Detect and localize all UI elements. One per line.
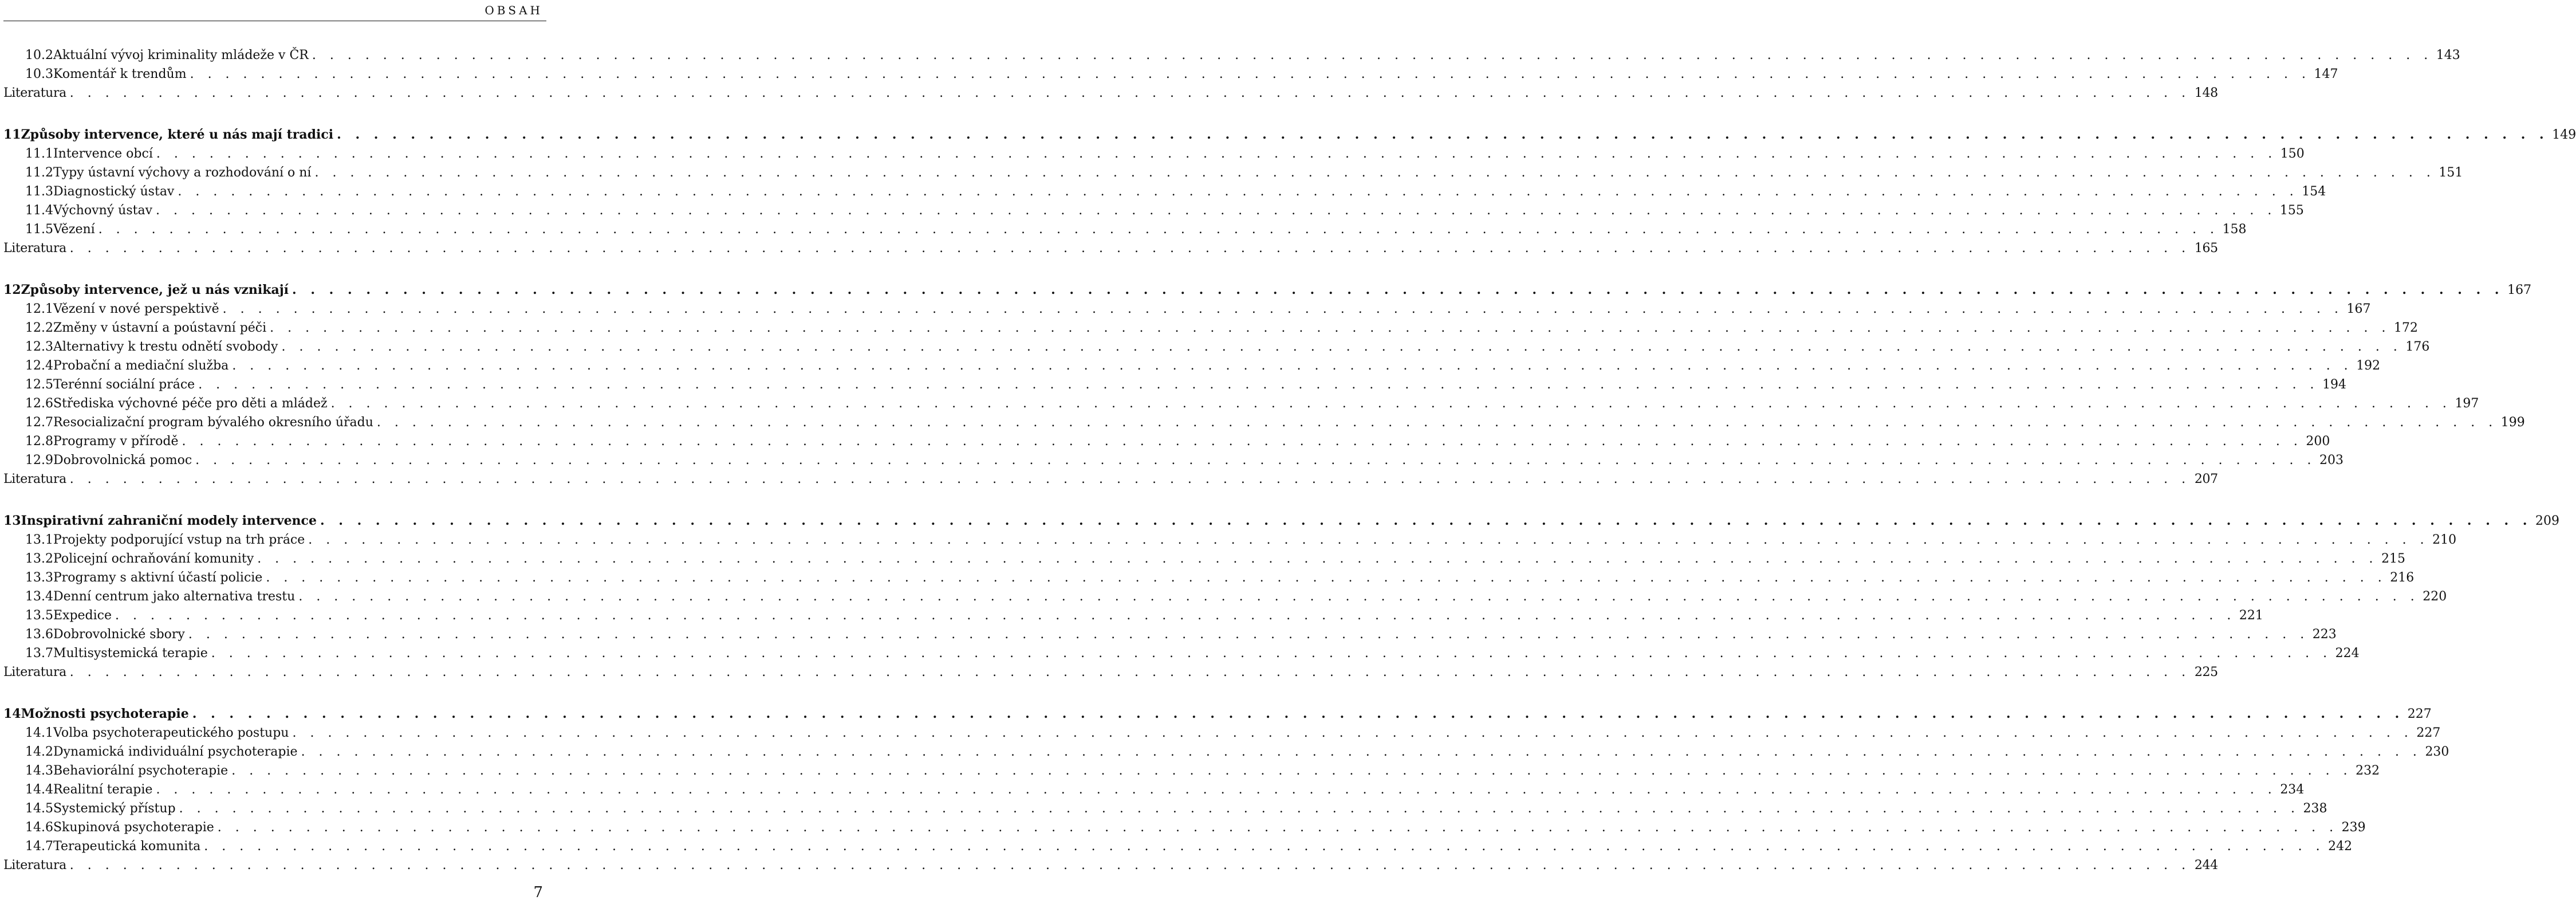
dot-leader: . . . . . . . . . . . . . . . . . . . . . . . . . . . . . . . . . . . . . . . . . . . . . . . . . . . . . . . . . . . . . . . . . . . . . . . . . . . . . . . . . . . . . . . . . . . . . . . . . . . . . . . . . . . . . . . . . . . . . . . . bbox=[231, 764, 2353, 778]
entry-title: Komentář k trendům bbox=[53, 67, 187, 81]
dot-leader: . . . . . . . . . . . . . . . . . . . . . . . . . . . . . . . . . . . . . . . . . . . . . . . . . . . . . . . . . . . . . . . . . . . . . . . . . . . . . . . . . . . . . . . . . . . . . . . . . . . . . . . . . . . . . . . . . . . . . . . . bbox=[115, 608, 2236, 623]
entry-page-number: 147 bbox=[2314, 67, 2338, 81]
entry-title: Literatura bbox=[3, 86, 66, 100]
entry-page-number: 225 bbox=[2194, 665, 2218, 679]
dot-leader: . . . . . . . . . . . . . . . . . . . . . . . . . . . . . . . . . . . . . . . . . . . . . . . . . . . . . . . . . . . . . . . . . . . . . . . . . . . . . . . . . . . . . . . . . . . . . . . . . . . . . . . . . . . . . . . . . . . . . . . . bbox=[337, 127, 2549, 142]
entry-page-number: 194 bbox=[2322, 378, 2347, 392]
entry-number: 13.1 bbox=[25, 533, 53, 547]
toc-literatura-entry[interactable] bbox=[3, 84, 2218, 103]
entry-number: 14.2 bbox=[25, 745, 53, 759]
toc-section-entry[interactable] bbox=[3, 780, 2305, 799]
entry-page-number: 165 bbox=[2194, 241, 2218, 256]
dot-leader: . . . . . . . . . . . . . . . . . . . . . . . . . . . . . . . . . . . . . . . . . . . . . . . . . . . . . . . . . . . . . . . . . . . . . . . . . . . . . . . . . . . . . . . . . . . . . . . . . . . . . . . . . . . . . . . . . . . . . . . . bbox=[330, 396, 2452, 411]
entry-title: Programy v přírodě bbox=[53, 434, 179, 449]
entry-title: Výchovný ústav bbox=[53, 203, 153, 218]
entry-number: 13.6 bbox=[25, 627, 53, 642]
entry-title: Diagnostický ústav bbox=[53, 184, 175, 199]
entry-title: Terapeutická komunita bbox=[53, 839, 201, 854]
dot-leader: . . . . . . . . . . . . . . . . . . . . . . . . . . . . . . . . . . . . . . . . . . . . . . . . . . . . . . . . . . . . . . . . . . . . . . . . . . . . . . . . . . . . . . . . . . . . . . . . . . . . . . . . . . . . . . . . . . . . . . . . bbox=[188, 627, 2309, 642]
toc-literatura-entry[interactable] bbox=[3, 663, 2218, 682]
dot-leader: . . . . . . . . . . . . . . . . . . . . . . . . . . . . . . . . . . . . . . . . . . . . . . . . . . . . . . . . . . . . . . . . . . . . . . . . . . . . . . . . . . . . . . . . . . . . . . . . . . . . . . . . . . . . . . . . . . . . . . . . bbox=[232, 359, 2353, 373]
dot-leader: . . . . . . . . . . . . . . . . . . . . . . . . . . . . . . . . . . . . . . . . . . . . . . . . . . . . . . . . . . . . . . . . . . . . . . . . . . . . . . . . . . . . . . . . . . . . . . . . . . . . . . . . . . . . . . . . . . . . . . . . bbox=[69, 858, 2191, 872]
entry-number: 12.2 bbox=[25, 321, 53, 335]
section-spacer bbox=[3, 682, 542, 705]
entry-page-number: 199 bbox=[2500, 415, 2525, 430]
entry-page-number: 158 bbox=[2222, 222, 2247, 237]
entry-page-number: 234 bbox=[2280, 783, 2305, 797]
entry-number: 12.4 bbox=[25, 359, 53, 373]
dot-leader: . . . . . . . . . . . . . . . . . . . . . . . . . . . . . . . . . . . . . . . . . . . . . . . . . . . . . . . . . . . . . . . . . . . . . . . . . . . . . . . . . . . . . . . . . . . . . . . . . . . . . . . . . . . . . . . . . . . . . . . . bbox=[69, 241, 2191, 256]
entry-page-number: 210 bbox=[2432, 533, 2457, 547]
entry-number: 12.3 bbox=[25, 340, 53, 354]
entry-page-number: 197 bbox=[2455, 396, 2479, 411]
dot-leader: . . . . . . . . . . . . . . . . . . . . . . . . . . . . . . . . . . . . . . . . . . . . . . . . . . . . . . . . . . . . . . . . . . . . . . . . . . . . . . . . . . . . . . . . . . . . . . . . . . . . . . . . . . . . . . . . . . . . . . . . bbox=[281, 340, 2402, 354]
table-of-contents bbox=[3, 46, 2576, 875]
entry-page-number: 238 bbox=[2303, 801, 2327, 816]
dot-leader: . . . . . . . . . . . . . . . . . . . . . . . . . . . . . . . . . . . . . . . . . . . . . . . . . . . . . . . . . . . . . . . . . . . . . . . . . . . . . . . . . . . . . . . . . . . . . . . . . . . . . . . . . . . . . . . . . . . . . . . . bbox=[156, 203, 2276, 218]
entry-page-number: 143 bbox=[2436, 48, 2460, 62]
dot-leader: . . . . . . . . . . . . . . . . . . . . . . . . . . . . . . . . . . . . . . . . . . . . . . . . . . . . . . . . . . . . . . . . . . . . . . . . . . . . . . . . . . . . . . . . . . . . . . . . . . . . . . . . . . . . . . . . . . . . . . . . bbox=[156, 783, 2277, 797]
entry-number: 11.5 bbox=[25, 222, 53, 237]
toc-literatura-entry[interactable] bbox=[3, 470, 2218, 489]
dot-leader: . . . . . . . . . . . . . . . . . . . . . . . . . . . . . . . . . . . . . . . . . . . . . . . . . . . . . . . . . . . . . . . . . . . . . . . . . . . . . . . . . . . . . . . . . . . . . . . . . . . . . . . . . . . . . . . . . . . . . . . . bbox=[314, 166, 2436, 180]
entry-page-number: 203 bbox=[2319, 453, 2344, 467]
entry-title: Volba psychoterapeutického postupu bbox=[53, 726, 289, 740]
toc-section-entry[interactable] bbox=[3, 220, 2247, 239]
toc-section-entry[interactable] bbox=[3, 46, 2460, 65]
entry-number: 12.1 bbox=[25, 302, 53, 316]
toc-section-entry[interactable] bbox=[3, 818, 2366, 837]
toc-section-entry[interactable] bbox=[3, 300, 2371, 319]
toc-section-entry[interactable] bbox=[3, 742, 2449, 761]
entry-title: Literatura bbox=[3, 858, 66, 872]
dot-leader: . . . . . . . . . . . . . . . . . . . . . . . . . . . . . . . . . . . . . . . . . . . . . . . . . . . . . . . . . . . . . . . . . . . . . . . . . . . . . . . . . . . . . . . . . . . . . . . . . . . . . . . . . . . . . . . . . . . . . . . . bbox=[301, 745, 2422, 759]
entry-page-number: 149 bbox=[2552, 128, 2576, 142]
entry-title: Typy ústavní výchovy a rozhodování o ní bbox=[53, 166, 312, 180]
entry-number: 14.6 bbox=[25, 820, 53, 835]
entry-page-number: 242 bbox=[2328, 839, 2353, 854]
toc-section-entry[interactable] bbox=[3, 644, 2360, 663]
toc-chapter-entry[interactable] bbox=[3, 705, 2432, 724]
dot-leader: . . . . . . . . . . . . . . . . . . . . . . . . . . . . . . . . . . . . . . . . . . . . . . . . . . . . . . . . . . . . . . . . . . . . . . . . . . . . . . . . . . . . . . . . . . . . . . . . . . . . . . . . . . . . . . . . . . . . . . . . bbox=[156, 147, 2277, 161]
dot-leader: . . . . . . . . . . . . . . . . . . . . . . . . . . . . . . . . . . . . . . . . . . . . . . . . . . . . . . . . . . . . . . . . . . . . . . . . . . . . . . . . . . . . . . . . . . . . . . . . . . . . . . . . . . . . . . . . . . . . . . . . bbox=[292, 726, 2413, 740]
toc-section-entry[interactable] bbox=[3, 394, 2479, 413]
entry-title: Behaviorální psychoterapie bbox=[53, 764, 229, 778]
entry-number: 12.8 bbox=[25, 434, 53, 449]
entry-title: Vězení v nové perspektivě bbox=[53, 302, 219, 316]
entry-page-number: 148 bbox=[2194, 86, 2218, 100]
entry-page-number: 244 bbox=[2194, 858, 2218, 872]
entry-page-number: 167 bbox=[2507, 283, 2532, 297]
entry-page-number: 221 bbox=[2239, 608, 2263, 623]
dot-leader: . . . . . . . . . . . . . . . . . . . . . . . . . . . . . . . . . . . . . . . . . . . . . . . . . . . . . . . . . . . . . . . . . . . . . . . . . . . . . . . . . . . . . . . . . . . . . . . . . . . . . . . . . . . . . . . . . . . . . . . . bbox=[320, 513, 2532, 528]
toc-section-entry[interactable] bbox=[3, 432, 2330, 451]
entry-page-number: 239 bbox=[2341, 820, 2366, 835]
entry-page-number: 150 bbox=[2280, 147, 2305, 161]
toc-section-entry[interactable] bbox=[3, 163, 2463, 182]
entry-page-number: 223 bbox=[2312, 627, 2337, 642]
entry-number: 11.4 bbox=[25, 203, 53, 218]
entry-page-number: 167 bbox=[2346, 302, 2371, 316]
entry-title: Realitní terapie bbox=[53, 783, 153, 797]
entry-number: 10.3 bbox=[25, 67, 53, 81]
entry-title: Projekty podporující vstup na trh práce bbox=[53, 533, 305, 547]
toc-section-entry[interactable] bbox=[3, 451, 2344, 470]
dot-leader: . . . . . . . . . . . . . . . . . . . . . . . . . . . . . . . . . . . . . . . . . . . . . . . . . . . . . . . . . . . . . . . . . . . . . . . . . . . . . . . . . . . . . . . . . . . . . . . . . . . . . . . . . . . . . . . . . . . . . . . . bbox=[198, 378, 2319, 392]
entry-title: Policejní ochraňování komunity bbox=[53, 552, 254, 566]
entry-page-number: 215 bbox=[2381, 552, 2406, 566]
toc-section-entry[interactable] bbox=[3, 201, 2304, 220]
entry-title: Skupinová psychoterapie bbox=[53, 820, 214, 835]
entry-number: 14 bbox=[3, 706, 21, 721]
entry-page-number: 230 bbox=[2425, 745, 2449, 759]
dot-leader: . . . . . . . . . . . . . . . . . . . . . . . . . . . . . . . . . . . . . . . . . . . . . . . . . . . . . . . . . . . . . . . . . . . . . . . . . . . . . . . . . . . . . . . . . . . . . . . . . . . . . . . . . . . . . . . . . . . . . . . . bbox=[211, 646, 2332, 661]
entry-title: Způsoby intervence, které u nás mají tradici bbox=[21, 127, 334, 142]
entry-page-number: 224 bbox=[2335, 646, 2360, 661]
entry-number: 12.5 bbox=[25, 378, 53, 392]
entry-title: Resocializační program bývalého okresního úřadu bbox=[53, 415, 373, 430]
dot-leader: . . . . . . . . . . . . . . . . . . . . . . . . . . . . . . . . . . . . . . . . . . . . . . . . . . . . . . . . . . . . . . . . . . . . . . . . . . . . . . . . . . . . . . . . . . . . . . . . . . . . . . . . . . . . . . . . . . . . . . . . bbox=[69, 86, 2191, 100]
entry-number: 14.5 bbox=[25, 801, 53, 816]
entry-number: 14.7 bbox=[25, 839, 53, 854]
section-spacer bbox=[3, 103, 542, 125]
entry-number: 12.9 bbox=[25, 453, 53, 467]
entry-number: 13.3 bbox=[25, 571, 53, 585]
entry-page-number: 207 bbox=[2194, 472, 2218, 486]
entry-number: 13.4 bbox=[25, 589, 53, 604]
entry-number: 14.4 bbox=[25, 783, 53, 797]
entry-title: Způsoby intervence, jež u nás vznikají bbox=[21, 282, 289, 297]
entry-page-number: 151 bbox=[2439, 166, 2463, 180]
toc-chapter-entry[interactable] bbox=[3, 125, 2576, 144]
entry-page-number: 232 bbox=[2356, 764, 2380, 778]
toc-section-entry[interactable] bbox=[3, 375, 2347, 394]
entry-page-number: 227 bbox=[2416, 726, 2441, 740]
entry-title: Literatura bbox=[3, 665, 66, 679]
dot-leader: . . . . . . . . . . . . . . . . . . . . . . . . . . . . . . . . . . . . . . . . . . . . . . . . . . . . . . . . . . . . . . . . . . . . . . . . . . . . . . . . . . . . . . . . . . . . . . . . . . . . . . . . . . . . . . . . . . . . . . . . bbox=[222, 302, 2343, 316]
entry-title: Alternativy k trestu odnětí svobody bbox=[53, 340, 278, 354]
toc-chapter-entry[interactable] bbox=[3, 281, 2532, 300]
entry-title: Možnosti psychoterapie bbox=[21, 706, 189, 721]
entry-number: 12 bbox=[3, 282, 21, 297]
toc-section-entry[interactable] bbox=[3, 799, 2327, 818]
entry-number: 13.7 bbox=[25, 646, 53, 661]
toc-section-entry[interactable] bbox=[3, 144, 2305, 163]
entry-title: Dynamická individuální psychoterapie bbox=[53, 745, 298, 759]
dot-leader: . . . . . . . . . . . . . . . . . . . . . . . . . . . . . . . . . . . . . . . . . . . . . . . . . . . . . . . . . . . . . . . . . . . . . . . . . . . . . . . . . . . . . . . . . . . . . . . . . . . . . . . . . . . . . . . . . . . . . . . . bbox=[217, 820, 2338, 835]
entry-title: Literatura bbox=[3, 472, 66, 486]
entry-title: Střediska výchovné péče pro děti a mládež bbox=[53, 396, 328, 411]
toc-section-entry[interactable] bbox=[3, 413, 2525, 432]
entry-page-number: 200 bbox=[2306, 434, 2330, 449]
dot-leader: . . . . . . . . . . . . . . . . . . . . . . . . . . . . . . . . . . . . . . . . . . . . . . . . . . . . . . . . . . . . . . . . . . . . . . . . . . . . . . . . . . . . . . . . . . . . . . . . . . . . . . . . . . . . . . . . . . . . . . . . bbox=[270, 321, 2391, 335]
dot-leader: . . . . . . . . . . . . . . . . . . . . . . . . . . . . . . . . . . . . . . . . . . . . . . . . . . . . . . . . . . . . . . . . . . . . . . . . . . . . . . . . . . . . . . . . . . . . . . . . . . . . . . . . . . . . . . . . . . . . . . . . bbox=[69, 472, 2191, 486]
toc-section-entry[interactable] bbox=[3, 182, 2326, 201]
entry-number: 13 bbox=[3, 513, 21, 528]
toc-section-entry[interactable] bbox=[3, 587, 2447, 606]
dot-leader: . . . . . . . . . . . . . . . . . . . . . . . . . . . . . . . . . . . . . . . . . . . . . . . . . . . . . . . . . . . . . . . . . . . . . . . . . . . . . . . . . . . . . . . . . . . . . . . . . . . . . . . . . . . . . . . . . . . . . . . . bbox=[204, 839, 2325, 854]
entry-number: 14.3 bbox=[25, 764, 53, 778]
dot-leader: . . . . . . . . . . . . . . . . . . . . . . . . . . . . . . . . . . . . . . . . . . . . . . . . . . . . . . . . . . . . . . . . . . . . . . . . . . . . . . . . . . . . . . . . . . . . . . . . . . . . . . . . . . . . . . . . . . . . . . . . bbox=[376, 415, 2498, 430]
entry-title: Programy s aktivní účastí policie bbox=[53, 571, 263, 585]
entry-title: Dobrovolnická pomoc bbox=[53, 453, 192, 467]
section-spacer bbox=[3, 489, 542, 512]
entry-page-number: 155 bbox=[2279, 203, 2304, 218]
toc-section-entry[interactable] bbox=[3, 319, 2419, 337]
dot-leader: . . . . . . . . . . . . . . . . . . . . . . . . . . . . . . . . . . . . . . . . . . . . . . . . . . . . . . . . . . . . . . . . . . . . . . . . . . . . . . . . . . . . . . . . . . . . . . . . . . . . . . . . . . . . . . . . . . . . . . . . bbox=[257, 552, 2378, 566]
dot-leader: . . . . . . . . . . . . . . . . . . . . . . . . . . . . . . . . . . . . . . . . . . . . . . . . . . . . . . . . . . . . . . . . . . . . . . . . . . . . . . . . . . . . . . . . . . . . . . . . . . . . . . . . . . . . . . . . . . . . . . . . bbox=[195, 453, 2317, 467]
entry-title: Aktuální vývoj kriminality mládeže v ČR bbox=[53, 48, 309, 62]
toc-chapter-entry[interactable] bbox=[3, 512, 2559, 530]
toc-section-entry[interactable] bbox=[3, 625, 2337, 644]
toc-section-entry[interactable] bbox=[3, 530, 2457, 549]
toc-section-entry[interactable] bbox=[3, 837, 2353, 856]
entry-page-number: 220 bbox=[2423, 589, 2447, 604]
entry-title: Dobrovolnické sbory bbox=[53, 627, 185, 642]
dot-leader: . . . . . . . . . . . . . . . . . . . . . . . . . . . . . . . . . . . . . . . . . . . . . . . . . . . . . . . . . . . . . . . . . . . . . . . . . . . . . . . . . . . . . . . . . . . . . . . . . . . . . . . . . . . . . . . . . . . . . . . . bbox=[69, 665, 2191, 679]
entry-page-number: 216 bbox=[2390, 571, 2414, 585]
entry-number: 11.2 bbox=[25, 166, 53, 180]
entry-title: Intervence obcí bbox=[53, 147, 153, 161]
entry-title: Probační a mediační služba bbox=[53, 359, 229, 373]
toc-section-entry[interactable] bbox=[3, 356, 2381, 375]
entry-number: 11.1 bbox=[25, 147, 53, 161]
entry-title: Inspirativní zahraniční modely intervence bbox=[21, 513, 317, 528]
entry-page-number: 209 bbox=[2535, 514, 2559, 528]
entry-number: 13.5 bbox=[25, 608, 53, 623]
dot-leader: . . . . . . . . . . . . . . . . . . . . . . . . . . . . . . . . . . . . . . . . . . . . . . . . . . . . . . . . . . . . . . . . . . . . . . . . . . . . . . . . . . . . . . . . . . . . . . . . . . . . . . . . . . . . . . . . . . . . . . . . bbox=[182, 434, 2303, 449]
toc-literatura-entry[interactable] bbox=[3, 856, 2218, 875]
entry-number: 12.6 bbox=[25, 396, 53, 411]
entry-title: Literatura bbox=[3, 241, 66, 256]
entry-number: 13.2 bbox=[25, 552, 53, 566]
entry-title: Systemický přístup bbox=[53, 801, 176, 816]
entry-page-number: 176 bbox=[2405, 340, 2430, 354]
toc-section-entry[interactable] bbox=[3, 761, 2380, 780]
entry-title: Denní centrum jako alternativa trestu bbox=[53, 589, 296, 604]
entry-number: 11.3 bbox=[25, 184, 53, 199]
dot-leader: . . . . . . . . . . . . . . . . . . . . . . . . . . . . . . . . . . . . . . . . . . . . . . . . . . . . . . . . . . . . . . . . . . . . . . . . . . . . . . . . . . . . . . . . . . . . . . . . . . . . . . . . . . . . . . . . . . . . . . . . bbox=[266, 571, 2387, 585]
entry-page-number: 192 bbox=[2356, 359, 2381, 373]
dot-leader: . . . . . . . . . . . . . . . . . . . . . . . . . . . . . . . . . . . . . . . . . . . . . . . . . . . . . . . . . . . . . . . . . . . . . . . . . . . . . . . . . . . . . . . . . . . . . . . . . . . . . . . . . . . . . . . . . . . . . . . . bbox=[298, 589, 2420, 604]
toc-section-entry[interactable] bbox=[3, 549, 2406, 568]
entry-title: Multisystemická terapie bbox=[53, 646, 208, 661]
entry-number: 11 bbox=[3, 127, 21, 142]
toc-section-entry[interactable] bbox=[3, 65, 2338, 84]
toc-section-entry[interactable] bbox=[3, 606, 2263, 625]
toc-literatura-entry[interactable] bbox=[3, 239, 2218, 258]
dot-leader: . . . . . . . . . . . . . . . . . . . . . . . . . . . . . . . . . . . . . . . . . . . . . . . . . . . . . . . . . . . . . . . . . . . . . . . . . . . . . . . . . . . . . . . . . . . . . . . . . . . . . . . . . . . . . . . . . . . . . . . . bbox=[292, 282, 2504, 297]
dot-leader: . . . . . . . . . . . . . . . . . . . . . . . . . . . . . . . . . . . . . . . . . . . . . . . . . . . . . . . . . . . . . . . . . . . . . . . . . . . . . . . . . . . . . . . . . . . . . . . . . . . . . . . . . . . . . . . . . . . . . . . . bbox=[192, 706, 2404, 721]
toc-section-entry[interactable] bbox=[3, 568, 2414, 587]
dot-leader: . . . . . . . . . . . . . . . . . . . . . . . . . . . . . . . . . . . . . . . . . . . . . . . . . . . . . . . . . . . . . . . . . . . . . . . . . . . . . . . . . . . . . . . . . . . . . . . . . . . . . . . . . . . . . . . . . . . . . . . . bbox=[98, 222, 2219, 237]
entry-title: Expedice bbox=[53, 608, 112, 623]
toc-section-entry[interactable] bbox=[3, 337, 2430, 356]
entry-page-number: 227 bbox=[2407, 707, 2432, 721]
dot-leader: . . . . . . . . . . . . . . . . . . . . . . . . . . . . . . . . . . . . . . . . . . . . . . . . . . . . . . . . . . . . . . . . . . . . . . . . . . . . . . . . . . . . . . . . . . . . . . . . . . . . . . . . . . . . . . . . . . . . . . . . bbox=[190, 67, 2311, 81]
running-head: OBSAH bbox=[485, 3, 543, 17]
entry-number: 10.2 bbox=[25, 48, 53, 62]
dot-leader: . . . . . . . . . . . . . . . . . . . . . . . . . . . . . . . . . . . . . . . . . . . . . . . . . . . . . . . . . . . . . . . . . . . . . . . . . . . . . . . . . . . . . . . . . . . . . . . . . . . . . . . . . . . . . . . . . . . . . . . . bbox=[312, 48, 2433, 62]
dot-leader: . . . . . . . . . . . . . . . . . . . . . . . . . . . . . . . . . . . . . . . . . . . . . . . . . . . . . . . . . . . . . . . . . . . . . . . . . . . . . . . . . . . . . . . . . . . . . . . . . . . . . . . . . . . . . . . . . . . . . . . . bbox=[308, 533, 2429, 547]
dot-leader: . . . . . . . . . . . . . . . . . . . . . . . . . . . . . . . . . . . . . . . . . . . . . . . . . . . . . . . . . . . . . . . . . . . . . . . . . . . . . . . . . . . . . . . . . . . . . . . . . . . . . . . . . . . . . . . . . . . . . . . . bbox=[178, 184, 2299, 199]
dot-leader: . . . . . . . . . . . . . . . . . . . . . . . . . . . . . . . . . . . . . . . . . . . . . . . . . . . . . . . . . . . . . . . . . . . . . . . . . . . . . . . . . . . . . . . . . . . . . . . . . . . . . . . . . . . . . . . . . . . . . . . . bbox=[179, 801, 2300, 816]
entry-title: Vězení bbox=[53, 222, 95, 237]
entry-number: 14.1 bbox=[25, 726, 53, 740]
entry-title: Změny v ústavní a poústavní péči bbox=[53, 321, 267, 335]
entry-title: Terénní sociální práce bbox=[53, 378, 195, 392]
entry-number: 12.7 bbox=[25, 415, 53, 430]
entry-page-number: 172 bbox=[2394, 321, 2419, 335]
page-number: 7 bbox=[533, 884, 543, 901]
entry-page-number: 154 bbox=[2302, 184, 2326, 199]
toc-section-entry[interactable] bbox=[3, 724, 2441, 742]
section-spacer bbox=[3, 258, 542, 281]
